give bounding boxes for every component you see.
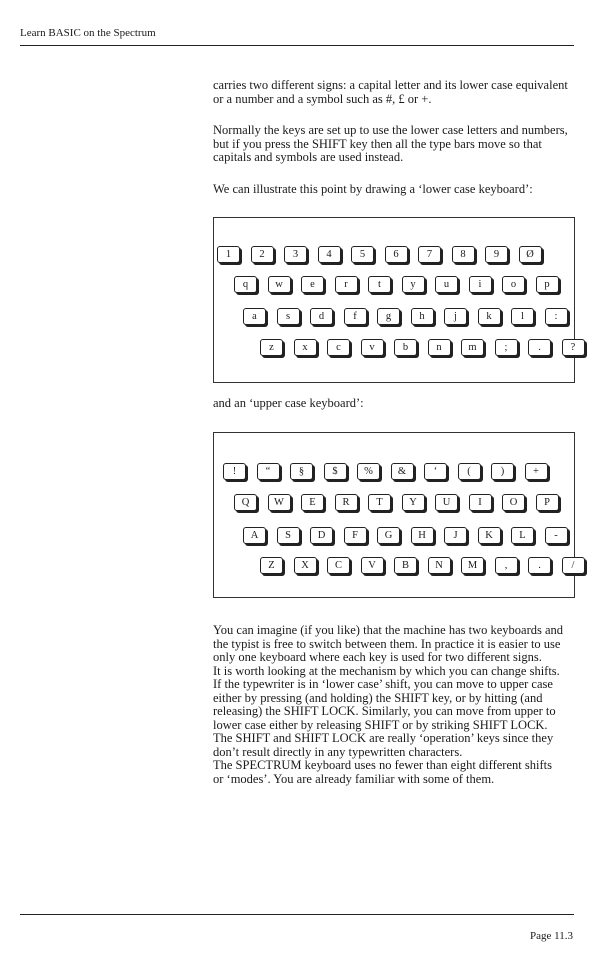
key: K	[478, 527, 501, 544]
paragraph-lower-case-intro: We can illustrate this point by drawing a ‘lower case keyboard’:	[213, 182, 533, 196]
key: J	[444, 527, 467, 544]
key: E	[301, 494, 324, 511]
text-line: It is worth looking at the mechanism by which you can change shifts.	[213, 663, 560, 678]
key: +	[525, 463, 548, 480]
page-number: Page 11.3	[530, 930, 573, 942]
text-line: The SHIFT and SHIFT LOCK are really ‘operation’ keys since they	[213, 731, 554, 745]
key: D	[310, 527, 333, 544]
key: §	[290, 463, 313, 480]
keyboard-row-1	[223, 463, 558, 480]
lower-case-keyboard-diagram	[213, 217, 575, 383]
key: Z	[260, 557, 283, 574]
key: b	[394, 339, 417, 356]
running-header: Learn BASIC on the Spectrum	[20, 27, 156, 39]
upper-case-keyboard-diagram	[213, 432, 575, 598]
key: N	[428, 557, 451, 574]
key: Ø	[519, 246, 542, 263]
key: 3	[284, 246, 307, 263]
key: i	[469, 276, 492, 293]
key: O	[502, 494, 525, 511]
key: ?	[562, 339, 585, 356]
text-line: don’t result directly in any typewritten characters.	[213, 744, 463, 759]
key: a	[243, 308, 266, 325]
key: e	[301, 276, 324, 293]
key: u	[435, 276, 458, 293]
key: v	[361, 339, 384, 356]
key: V	[361, 557, 384, 574]
footer-rule	[20, 914, 574, 915]
key: %	[357, 463, 380, 480]
key: &	[391, 463, 414, 480]
keyboard-row-2	[234, 276, 569, 293]
key: y	[402, 276, 425, 293]
paragraph-upper-case-intro: and an ‘upper case keyboard’:	[213, 396, 364, 410]
key: l	[511, 308, 534, 325]
key: t	[368, 276, 391, 293]
key: 9	[485, 246, 508, 263]
key: o	[502, 276, 525, 293]
text-line: releasing) the SHIFT LOCK. Similarly, you can move from upper to	[213, 704, 556, 718]
keyboard-row-3	[243, 308, 578, 325]
key: Q	[234, 494, 257, 511]
text-line: Normally the keys are set up to use the lower case letters and numbers,	[213, 123, 568, 137]
key: -	[545, 527, 568, 544]
text-line: or ‘modes’. You are already familiar with some of them.	[213, 771, 495, 786]
keyboard-row-1	[217, 246, 552, 263]
text-line: The SPECTRUM keyboard uses no fewer than eight different shifts	[213, 758, 552, 772]
key: (	[458, 463, 481, 480]
key: W	[268, 494, 291, 511]
key: h	[411, 308, 434, 325]
key: F	[344, 527, 367, 544]
key: 5	[351, 246, 374, 263]
text-line: but if you press the SHIFT key then all the type bars move so that	[213, 136, 542, 151]
key: T	[368, 494, 391, 511]
text-line: only one keyboard where each key is used for two different signs.	[213, 650, 542, 664]
key: C	[327, 557, 350, 574]
key: ‘	[424, 463, 447, 480]
text-line: the typist is free to switch between them. In practice it is easier to use	[213, 636, 561, 651]
key: P	[536, 494, 559, 511]
key: $	[324, 463, 347, 480]
key: I	[469, 494, 492, 511]
key: B	[394, 557, 417, 574]
key: r	[335, 276, 358, 293]
key: c	[327, 339, 350, 356]
paragraph-shift-explanation	[213, 624, 575, 786]
key: “	[257, 463, 280, 480]
key: U	[435, 494, 458, 511]
key: ,	[495, 557, 518, 574]
key: 7	[418, 246, 441, 263]
key: .	[528, 339, 551, 356]
key: d	[310, 308, 333, 325]
key: 1	[217, 246, 240, 263]
key: Y	[402, 494, 425, 511]
text-line: or a number and a symbol such as #, £ or +.	[213, 91, 432, 106]
key: p	[536, 276, 559, 293]
key: !	[223, 463, 246, 480]
key: /	[562, 557, 585, 574]
keyboard-row-3	[243, 527, 578, 544]
text-line: either by pressing (and holding) the SHIFT key, or by hitting (and	[213, 690, 543, 705]
key: H	[411, 527, 434, 544]
key: w	[268, 276, 291, 293]
keyboard-row-4	[260, 557, 595, 574]
key: )	[491, 463, 514, 480]
paragraph-shift	[213, 124, 575, 165]
text-line: capitals and symbols are used instead.	[213, 150, 404, 164]
key: 2	[251, 246, 274, 263]
key: z	[260, 339, 283, 356]
key: k	[478, 308, 501, 325]
key: .	[528, 557, 551, 574]
key: g	[377, 308, 400, 325]
key: ;	[495, 339, 518, 356]
text-line: If the typewriter is in ‘lower case’ shift, you can move to upper case	[213, 677, 553, 691]
key: R	[335, 494, 358, 511]
key: m	[461, 339, 484, 356]
text-line: carries two different signs: a capital letter and its lower case equivalent	[213, 78, 568, 92]
key: s	[277, 308, 300, 325]
key: q	[234, 276, 257, 293]
key: X	[294, 557, 317, 574]
text-line: You can imagine (if you like) that the machine has two keyboards and	[213, 623, 564, 637]
key: 4	[318, 246, 341, 263]
header-rule	[20, 45, 574, 46]
keyboard-row-2	[234, 494, 569, 511]
key: 6	[385, 246, 408, 263]
key: j	[444, 308, 467, 325]
keyboard-row-4	[260, 339, 595, 356]
key: A	[243, 527, 266, 544]
key: G	[377, 527, 400, 544]
text-line: lower case either by releasing SHIFT or by striking SHIFT LOCK.	[213, 717, 548, 732]
key: S	[277, 527, 300, 544]
key: M	[461, 557, 484, 574]
key: :	[545, 308, 568, 325]
key: n	[428, 339, 451, 356]
key: 8	[452, 246, 475, 263]
key: x	[294, 339, 317, 356]
key: L	[511, 527, 534, 544]
paragraph-intro	[213, 79, 575, 106]
key: f	[344, 308, 367, 325]
